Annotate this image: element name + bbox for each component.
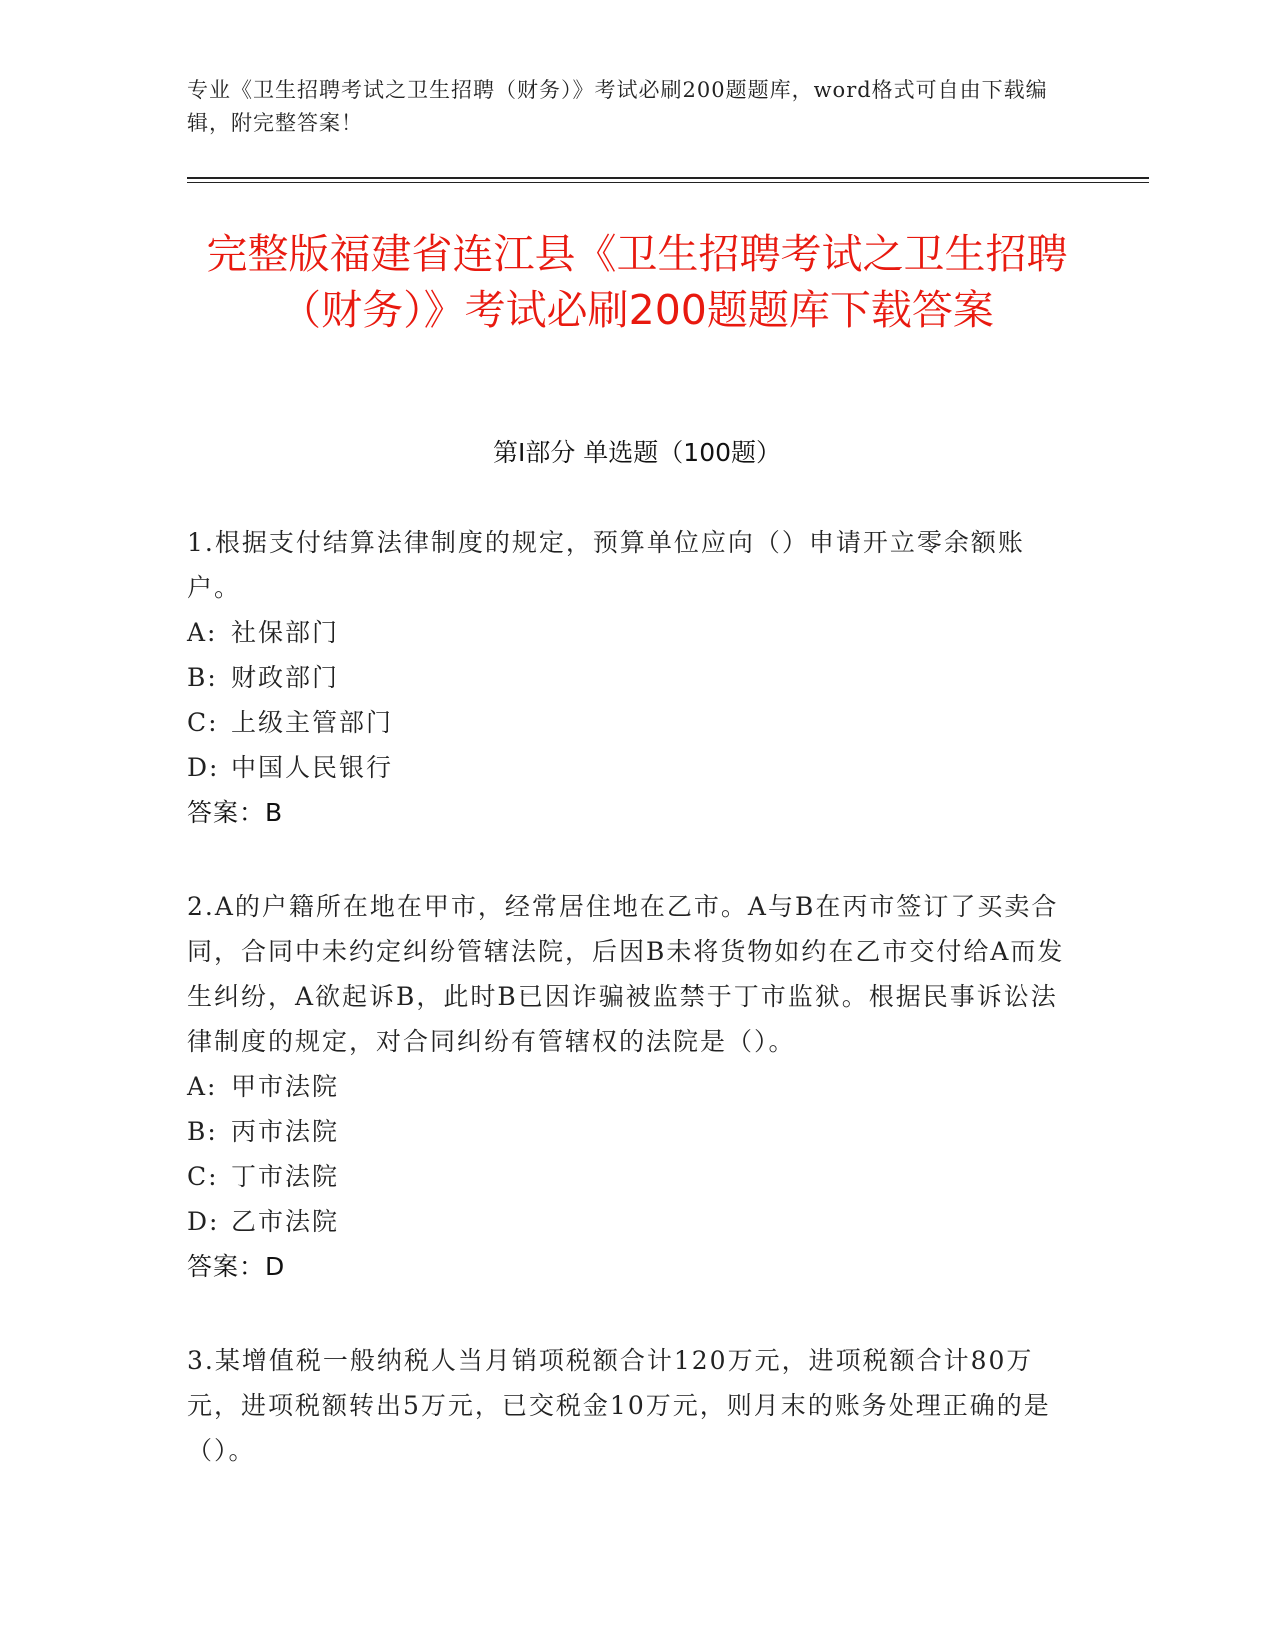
header-rule-thin <box>187 182 1149 183</box>
question-stem: 3.某增值税一般纳税人当月销项税额合计120万元，进项税额合计80万元，进项税额转出5万元，已交税金10万元，则月末的账务处理正确的是（）。 <box>187 1346 1051 1465</box>
option-letter: A: <box>187 618 218 647</box>
option-a <box>187 610 1067 655</box>
answer: 答案：D <box>187 1252 286 1281</box>
document-title: 完整版福建省连江县《卫生招聘考试之卫生招聘（财务）》考试必刷200题题库下载答案 <box>206 230 1068 334</box>
question-2 <box>187 884 1067 1289</box>
option-b <box>187 1109 1067 1154</box>
section-title: 第Ⅰ部分 单选题（100题） <box>492 438 782 467</box>
option-text: 财政部门 <box>231 663 340 692</box>
option-text: 上级主管部门 <box>231 708 394 737</box>
question-1 <box>187 520 1067 835</box>
option-letter: D: <box>187 753 220 782</box>
header-note: 专业《卫生招聘考试之卫生招聘（财务）》考试必刷200题题库，word格式可自由下载编辑，附完整答案！ <box>187 78 1048 135</box>
option-text: 社保部门 <box>231 618 340 647</box>
question-3 <box>187 1338 1067 1473</box>
question-stem: 2.A的户籍所在地在甲市，经常居住地在乙市。A与B在丙市签订了买卖合同，合同中未约定纠纷管辖法院，后因B未将货物如约在乙市交付给A而发生纠纷，A欲起诉B，此时B已因诈骗被监禁于丁市监狱。根据民事诉讼法律制度的规定，对合同纠纷有管辖权的法院是（）。 <box>187 892 1065 1056</box>
option-a <box>187 1064 1067 1109</box>
header-rule-thick <box>187 177 1149 179</box>
answer: 答案：B <box>187 798 284 827</box>
option-b <box>187 655 1067 700</box>
option-letter: B: <box>187 663 218 692</box>
option-letter: B: <box>187 1117 218 1146</box>
question-stem: 1.根据支付结算法律制度的规定，预算单位应向（）申请开立零余额账户。 <box>187 528 1025 602</box>
option-text: 中国人民银行 <box>231 753 394 782</box>
option-c <box>187 700 1067 745</box>
option-letter: C: <box>187 1162 219 1191</box>
option-text: 丁市法院 <box>231 1162 340 1191</box>
option-letter: D: <box>187 1207 220 1236</box>
option-d <box>187 1199 1067 1244</box>
option-letter: C: <box>187 708 219 737</box>
option-text: 乙市法院 <box>231 1207 340 1236</box>
option-c <box>187 1154 1067 1199</box>
option-letter: A: <box>187 1072 218 1101</box>
option-d <box>187 745 1067 790</box>
option-text: 甲市法院 <box>231 1072 340 1101</box>
option-text: 丙市法院 <box>231 1117 340 1146</box>
